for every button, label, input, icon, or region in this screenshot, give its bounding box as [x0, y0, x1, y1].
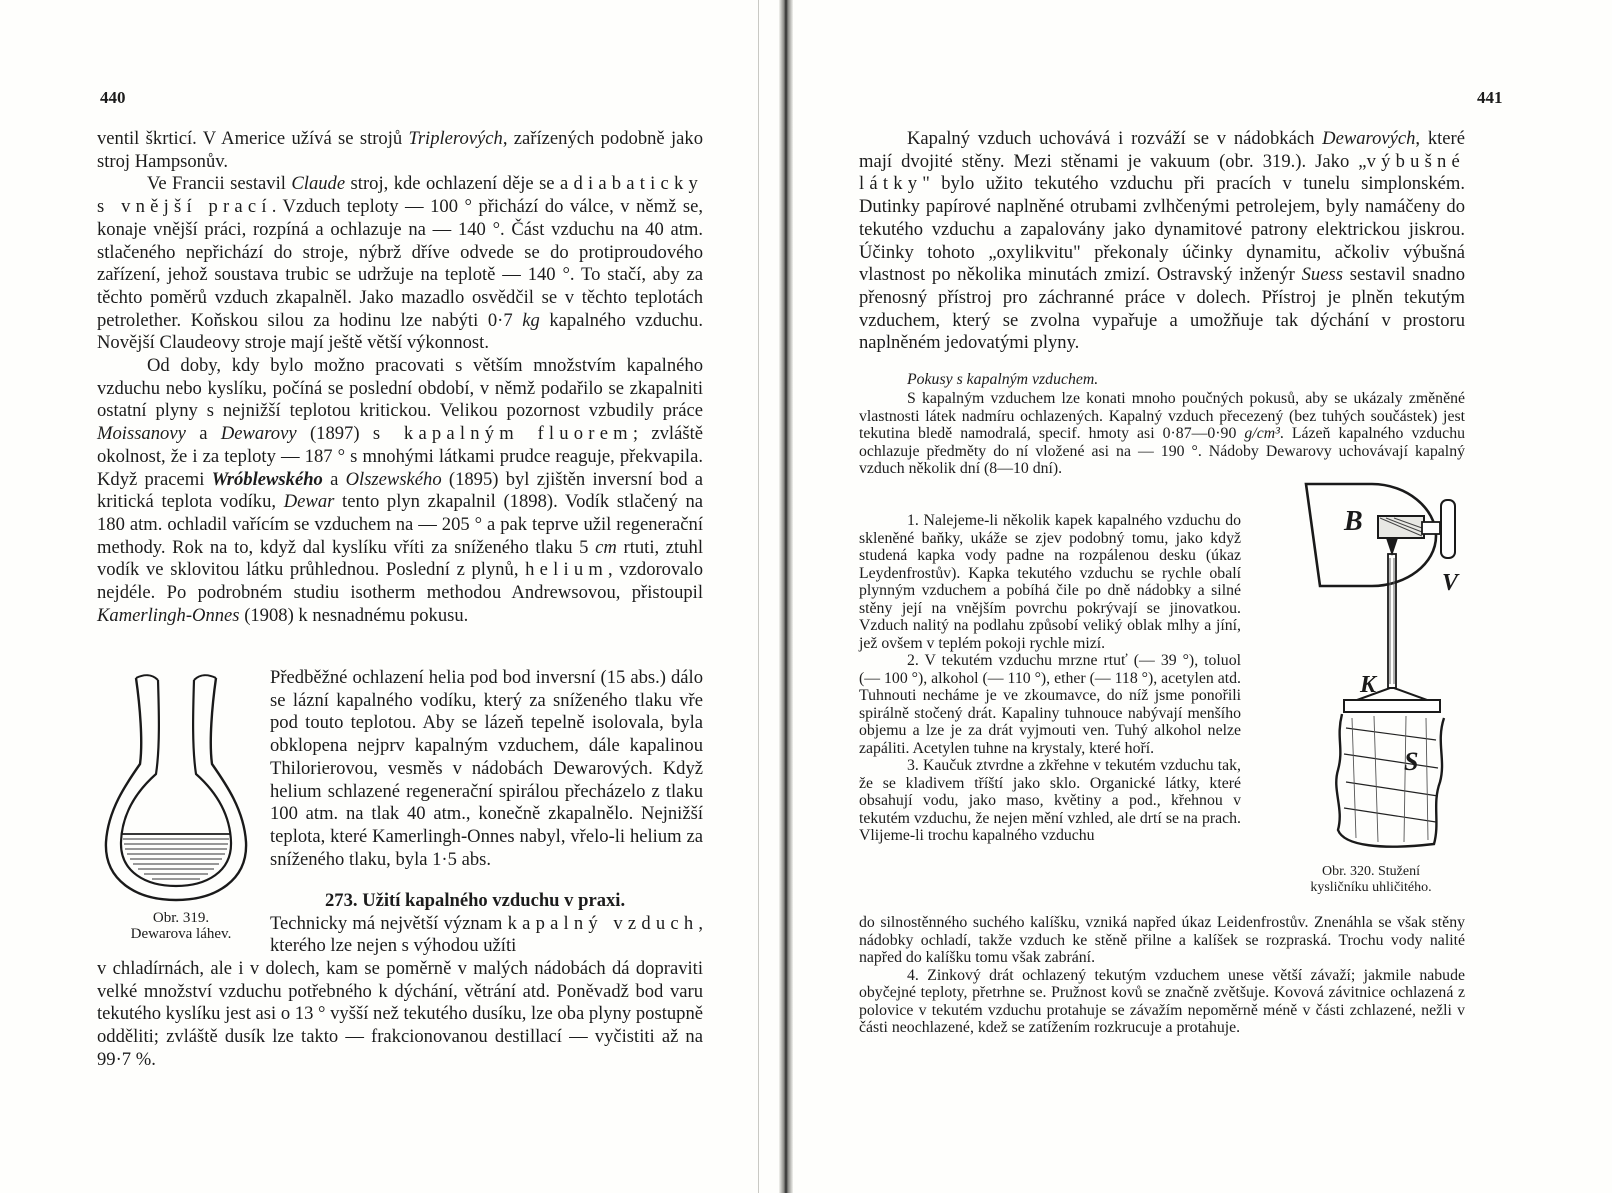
right-paragraph-1: Kapalný vzduch uchovává i rozváží se v nádobkách Dewarových, které mají dvojité stěny. Mezi stěnami je vakuum (obr. 319.). Jako „výbušné látky" bylo užito tekutého vzduchu při pracích v tunelu simplonském. Dutinky papírové naplněné otrubami zvlhčenými petrolejem, byly namáčeny do tekutého vzduchu a zapalovány jako dynamitové patrony elektrickou jiskrou. Účinky tohoto „oxylikvitu" překonaly účinky dynamitu, ačkoliv výbušná vlastnost po několika minutách zmizí. Ostravský inženýr Suess sestavil snadno přenosný přístroj pro záchranné práce v dolech. Přístroj je plněn tekutým vzduchem, který se zvolna vypařuje a umožňuje tak dýchání v prostoru naplněném jedovatými plyny.: [859, 128, 1465, 354]
experiments-heading: Pokusy s kapalným vzduchem.: [907, 371, 1099, 388]
section-273-text: v chladírnách, ale i v dolech, kam se poměrně v malých nádobách dá dopraviti velké množství vzduchu potřebného k dýchání, větrání atd. Poněvadž bod varu tekutého kyslíku jest asi o 13 ° vyšší než tekutého dusíku, lze oba plyny postupně odděliti; zvláště dusík lze takto — frakcionovanou destillací — vyčistiti až na 99·7 %.: [97, 958, 703, 1070]
figure-319-caption: Obr. 319. Dewarova láhev.: [130, 910, 232, 942]
experiment-2: 2. V tekutém vzduchu mrzne rtuť (— 39 °), toluol (— 100 °), alkohol (— 110 °), ether (— 118 °), acetylen atd. Tuhnouti necháme je ve zkoumavce, do níž jsme ponořili spirálně stočený drát. Kapaliny tuhnouce nabývají menšího objemu a lze je za drát vyjmouti ven. Tuhý alkohol nelze zapáliti. Acetylen tuhne na krystaly, které hoří.: [859, 652, 1241, 757]
section-273-first-lines: Technicky má největší význam kapalný vzduch, kterého lze nejen s výhodou užíti: [270, 912, 703, 957]
experiment-3-continued: do silnostěnného suchého kalíšku, vzniká napřed úkaz Leidenfrostův. Znenáhla se však stěny nádobky ochladí, takže vzduch ke stěně přilne a kalíšek se rozpraská. Trochu vody nalité napřed do kalíšku tomu však zabrání.: [859, 914, 1465, 966]
label-b: B: [1344, 506, 1363, 537]
experiment-3: 3. Kaučuk ztvrdne a zkřehne v tekutém vzduchu tak, že se kladivem tříští jako sklo. Organické látky, které obsahují vodu, jako maso, květiny a pod., křehnou v tekutém vzduchu, že nejen mění vzhled, ale drtí se na prach. Vlijeme-li trochu kapalného vzduchu: [859, 757, 1241, 844]
section-273-body: [97, 958, 703, 1072]
left-text-top: [97, 128, 703, 627]
page-number-left: 440: [100, 88, 126, 107]
page-edge-line: [758, 0, 759, 1193]
experiments-intro: S kapalným vzduchem lze konati mnoho poučných pokusů, aby se ukázaly změněné vlastnosti látek nadmíru ochlazených. Kapalný vzduch přecezený (bez tuhých součástek) jest tekutina bledě namodralá, specif. hmoty asi 0·87—0·90 g/cm³. Lázeň kapalného vzduchu ochlazuje předměty do ní vložené asi na — 190 °. Nádoby Dewarovy uchovávají kapalný vzduch několik dní (8—10 dní).: [859, 390, 1465, 477]
paragraph-1: ventil škrticí. V Americe užívá se strojů Triplerových, zařízených podobně jako stroj Hampsonův.: [97, 128, 703, 172]
label-v: V: [1442, 570, 1459, 596]
paragraph-3-continued: Předběžné ochlazení helia pod bod inversní (15 abs.) dálo se lázní kapalného vodíku, který za sníženého tlaku vře pod touto teplotou. Aby se lázeň tepelně isolovala, byla obklopena nejprv kapalným vzduchem, dále kapalinou Thilorierovou, vesměs v nádobách Dewarových. Když helium schlazené regenerační spirálou přecházelo z tlaku 100 atm. na tlak 40 atm., konečně zkapalnělo. Nejnižší teplota, které Kamerlingh-Onnes nabyl, vřelo-li helium za sníženého tlaku, byla 1·5 abs.: [270, 667, 703, 870]
paragraph-3: Od doby, kdy bylo možno pracovati s větším množstvím kapalného vzduchu nebo kyslíku, počíná se poslední období, v němž podařilo se zkapalniti ostatní plyny s nejnižší teplotou kritickou. Velikou pozornost vzbudily práce Moissanovy a Dewarovy (1897) s kapalným fluorem; zvláště okolnost, že i za teploty — 187 ° s mnohými látkami prudce reaguje, překvapila. Když pracemi Wróblewského a Olszewského (1895) byl zjištěn inversní bod a kritická teplota vodíku, Dewar tento plyn zkapalnil (1898). Vodík stlačený na 180 atm. ochladil vařícím se vzduchem na — 205 ° a pak teprve užil regenerační methody. Rok na to, když dal kyslíku vříti za sníženého tlaku 5 cm rtuti, ztuhl vodík ve sklovitou látku průhlednou. Poslední z plynů, helium, vzdorovalo nejdéle. Po podrobném studiu isotherm methodou Andrewsovou, přistoupil Kamerlingh-Onnes (1908) k nesnadnému pokusu.: [97, 355, 703, 626]
book-gutter: [779, 0, 793, 1193]
page-number-right: 441: [1477, 88, 1503, 107]
paragraph-2: Ve Francii sestavil Claude stroj, kde ochlazení děje se adiabaticky s vnější prací. Vzduch teploty — 100 ° přichází do válce, v němž se, konaje vnější práci, rozpíná a ochlazuje na — 140 °. Část vzduchu na 40 atm. stlačeného nepřichází do stroje, nýbrž dříve odvede se do protiproudového zařízení, jehož soustava trubic se udržuje na teplotě — 140 °. To stačí, aby za těchto poměrů vzduch zkapalněl. Jako mazadlo osvědčil se v těchto teplotách petrolether. Koňskou silou za hodinu lze nabýti 0·7 kg kapalného vzduchu. Novější Claudeovy stroje mají ještě větší výkonnost.: [97, 173, 703, 354]
right-text-top: [859, 128, 1465, 355]
experiment-1: 1. Nalejeme-li několik kapek kapalného vzduchu do skleněné baňky, ukáže se zjev podobný tomu, jako když studená kapka vody padne na rozpálenou desku (úkaz Leydenfrostův). Kapka tekutého vzduchu se rychle obalí plynným vzduchem a pobíhá čile po dně nádobky a silné stěny její na vnějším povrchu pokrývají se jinovatkou. Vzduch nalitý na podlahu způsobí veliký oblak mlhy a jíní, jež ovšem v teplém pokoji rychle mizí.: [859, 512, 1241, 652]
experiments-beside-figure: [859, 512, 1241, 845]
experiment-4: 4. Zinkový drát ochlazený tekutým vzduchem unese větší závaží; jakmile nabude obyčejné teploty, přetrhne se. Pružnost kovů se značně zvětšuje. Kovová závitnice ochlazená z polovice v tekutém vzduchu protahuje se závažím nepoměrně méně v části zchlazené, nežli v části neochlazené, kdež se zatížením rozkrucuje a protahuje.: [859, 966, 1465, 1036]
experiments-full-width: [859, 914, 1465, 1037]
left-text-beside-figure: [270, 667, 703, 871]
label-s: S: [1404, 747, 1419, 776]
co2-solidification-figure: [1286, 478, 1472, 864]
figure-320-caption: Obr. 320. Stužení kysličníku uhličitého.: [1310, 864, 1432, 895]
label-k: K: [1360, 672, 1377, 698]
section-273-head: [270, 890, 703, 958]
dewar-flask-figure: [96, 672, 256, 904]
section-273-title: 273. Užití kapalného vzduchu v praxi.: [325, 890, 626, 911]
